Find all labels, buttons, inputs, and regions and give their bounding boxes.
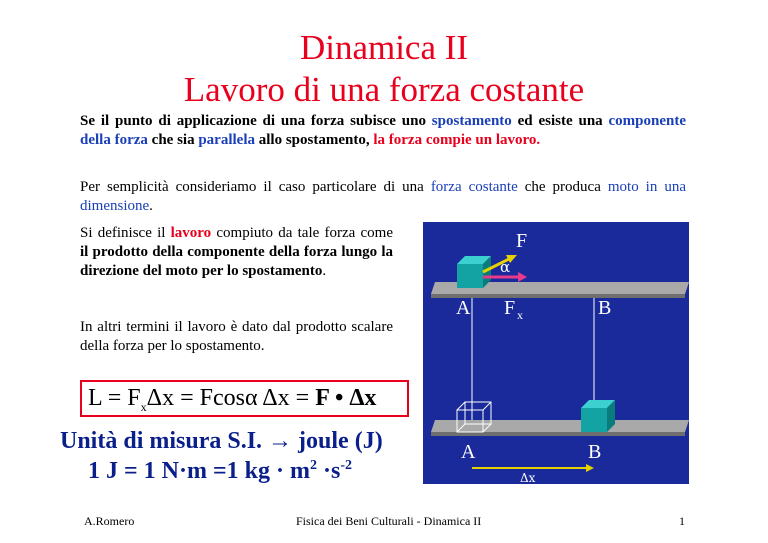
label-a-bottom: A xyxy=(461,441,476,463)
formula-part-2: Δx = Fcosα Δx = xyxy=(146,385,316,411)
definition-text-1: Si definisce il xyxy=(80,225,171,241)
label-alpha: α xyxy=(500,258,511,276)
label-fx: F xyxy=(504,297,516,319)
intro-paragraph xyxy=(80,112,686,150)
formula-part-1: L = F xyxy=(88,385,141,411)
simplicity-forza-costante: forza costante xyxy=(430,179,518,195)
definition-prodotto: il prodotto della componente della forza lungo la direzione del moto per lo spostamento xyxy=(80,244,393,279)
definition-paragraph xyxy=(80,224,393,281)
intro-componente: componente della forza xyxy=(80,113,687,148)
scalar-product-paragraph: In altri termini il lavoro è dato dal prodotto scalare della forza per lo spostamento. xyxy=(80,319,393,354)
title-line-1: Dinamica II xyxy=(299,28,469,67)
intro-parallela: parallela xyxy=(198,132,255,148)
units-text-3: 1 J = 1 N·m =1 kg · m xyxy=(88,458,311,484)
label-b-top: B xyxy=(598,297,612,319)
bottom-plane xyxy=(431,420,689,432)
simplicity-text-2: che produca xyxy=(517,179,608,195)
intro-forza-compie: la forza compie un lavoro. xyxy=(373,132,541,148)
label-a-top: A xyxy=(456,297,471,319)
title-line-2: Lavoro di una forza costante xyxy=(183,70,585,109)
definition-text-2: compiuto da tale forza come xyxy=(211,225,393,241)
work-formula xyxy=(88,383,376,422)
definition-text-3: . xyxy=(322,263,327,279)
simplicity-moto: moto in una dimensione xyxy=(80,179,686,214)
footer-course: Fisica dei Beni Culturali - Dinamica II xyxy=(296,514,482,528)
definition-lavoro: lavoro xyxy=(170,225,212,241)
diagram-svg xyxy=(423,222,689,484)
work-diagram xyxy=(423,222,689,484)
intro-text-2: ed esiste una xyxy=(511,113,609,129)
units-exponent-2: -2 xyxy=(340,458,353,473)
label-b-bottom: B xyxy=(588,441,602,463)
block-a xyxy=(457,264,483,288)
label-delta-x: Δx xyxy=(520,471,536,484)
bottom-plane-edge xyxy=(431,432,685,436)
footer-page-number: 1 xyxy=(679,514,685,528)
intro-spostamento: spostamento xyxy=(431,113,512,129)
footer-author: A.Romero xyxy=(84,514,135,528)
units-text-2: joule (J) xyxy=(292,428,383,454)
label-fx-subscript: x xyxy=(517,308,523,322)
units-exponent-1: 2 xyxy=(310,458,318,473)
formula-subscript: x xyxy=(140,399,147,414)
simplicity-text-3: . xyxy=(149,198,153,214)
formula-vector-part: F • Δx xyxy=(315,385,377,411)
units-line-2 xyxy=(88,458,352,485)
units-line-1 xyxy=(60,428,383,455)
right-arrow-icon: → xyxy=(268,428,293,454)
units-text-4: ·s xyxy=(317,458,341,484)
intro-text-4: allo spostamento, xyxy=(255,132,374,148)
simplicity-paragraph xyxy=(80,178,686,216)
label-f: F xyxy=(516,230,528,252)
intro-text-1: Se il punto di applicazione di una forza subisce uno xyxy=(80,113,432,129)
block-b xyxy=(581,408,607,432)
intro-text-3: che sia xyxy=(147,132,199,148)
units-text-1: Unità di misura S.I. xyxy=(60,428,269,454)
simplicity-text-1: Per semplicità consideriamo il caso particolare di una xyxy=(80,179,431,195)
